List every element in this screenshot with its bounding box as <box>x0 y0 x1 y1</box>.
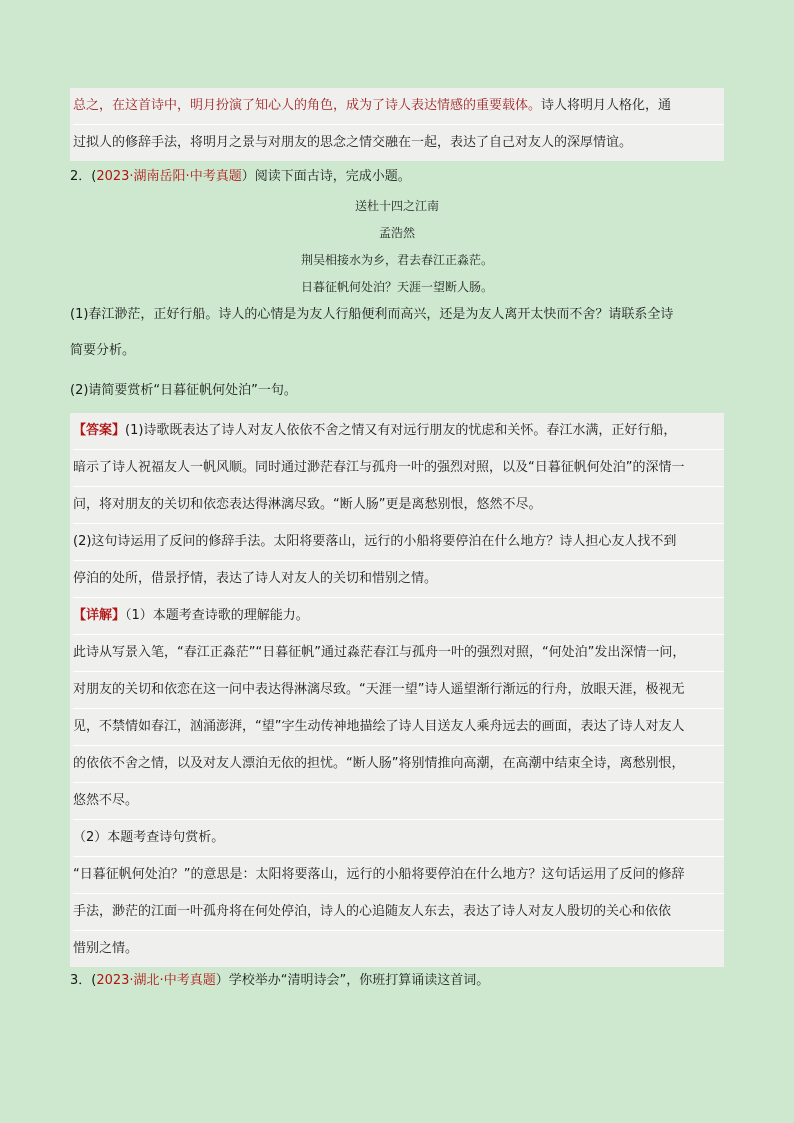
sub-question-2: (2)请简要赏析“日暮征帆何处泊”一句。 <box>70 383 297 398</box>
poem-author: 孟浩然 <box>378 226 415 240</box>
poem-title: 送杜十四之江南 <box>354 199 439 213</box>
question-source: 2023·湖南岳阳·中考真题 <box>96 169 242 184</box>
poem <box>70 193 724 301</box>
sub-question-1-line-2: 简要分析。 <box>70 343 136 358</box>
detail-line-9: 手法，渺茫的江面一叶孤舟将在何处停泊，诗人的心追随友人东去，表达了诗人对友人殷切的关心和依依 <box>73 893 724 930</box>
question-prompt: 阅读下面古诗，完成小题。 <box>254 169 411 184</box>
detail-line-1 <box>73 597 724 634</box>
question-2-header <box>70 163 724 191</box>
question-3-number: 3．( <box>70 973 97 988</box>
detail-line-5: 的依依不舍之情，以及对友人漂泊无依的担忧。“断人肠”将别情推向高潮，在高潮中结束全诗，离愁别恨， <box>73 745 724 782</box>
intro-line-2: 过拟人的修辞手法，将明月之景与对朋友的思念之情交融在一起，表达了自己对友人的深厚情谊。 <box>73 124 724 161</box>
intro-line-1-rest: 诗人将明月人格化，通 <box>541 98 672 113</box>
answer-tag: 【答案】 <box>73 423 126 438</box>
document-page <box>70 88 724 995</box>
sub-question-1-line-1: (1)春江渺茫，正好行船。诗人的心情是为友人行船便利而高兴，还是为友人离开太快而不舍？请联系全诗 <box>70 307 674 322</box>
question-3-source-close: ） <box>215 973 229 988</box>
intro-line-1 <box>73 88 724 124</box>
answer-1-text: (1)诗歌既表达了诗人对友人依依不舍之情又有对远行朋友的忧虑和关怀。春江水满，正好行船， <box>125 423 677 438</box>
answer-line-3: 问，将对朋友的关切和依恋表达得淋漓尽致。“断人肠”更是离愁别恨，悠然不尽。 <box>73 486 724 523</box>
question-number: 2．( <box>70 169 97 184</box>
answer-line-2: 暗示了诗人祝福友人一帆风顺。同时通过渺茫春江与孤舟一叶的强烈对照，以及“日暮征帆何处泊”的深情一 <box>73 449 724 486</box>
answer-line-1 <box>73 413 724 449</box>
question-3-prompt: 学校举办“清明诗会”，你班打算诵读这首词。 <box>228 973 490 988</box>
detail-line-3: 对朋友的关切和依恋在这一问中表达得淋漓尽致。“天涯一望”诗人遥望渐行渐远的行舟，放眼天涯，极视无 <box>73 671 724 708</box>
intro-highlight: 总之，在这首诗中，明月扮演了知心人的角色，成为了诗人表达情感的重要载体。 <box>73 98 542 113</box>
detail-line-4: 见，不禁情如春江，汹涌澎湃，“望”字生动传神地描绘了诗人目送友人乘舟远去的画面，表达了诗人对友人 <box>73 708 724 745</box>
detail-line-8: “日暮征帆何处泊？”的意思是：太阳将要落山，远行的小船将要停泊在什么地方？这句话运用了反问的修辞 <box>73 856 724 893</box>
detail-1-head: （1）本题考查诗歌的理解能力。 <box>125 608 309 623</box>
answer-block <box>70 413 724 967</box>
detail-line-7: （2）本题考查诗句赏析。 <box>73 819 724 856</box>
poem-line-2: 日暮征帆何处泊？天涯一望断人肠。 <box>300 280 493 294</box>
detail-tag: 【详解】 <box>73 608 126 623</box>
answer-line-4: (2)这句诗运用了反问的修辞手法。太阳将要落山，远行的小船将要停泊在什么地方？诗人担心友人找不到 <box>73 523 724 560</box>
question-3-header <box>70 967 724 995</box>
detail-line-2: 此诗从写景入笔，“春江正淼茫”“日暮征帆”通过淼茫春江与孤舟一叶的强烈对照，“何处泊”发出深情一问， <box>73 634 724 671</box>
answer-line-5: 停泊的处所，借景抒情，表达了诗人对友人的关切和惜别之情。 <box>73 560 724 597</box>
detail-line-10: 惜别之情。 <box>73 930 724 967</box>
detail-line-6: 悠然不尽。 <box>73 782 724 819</box>
poem-line-1: 荆吴相接水为乡，君去春江正淼茫。 <box>300 253 493 267</box>
intro-block <box>70 88 724 161</box>
question-source-close: ） <box>241 169 255 184</box>
question-3-source: 2023·湖北·中考真题 <box>96 973 216 988</box>
